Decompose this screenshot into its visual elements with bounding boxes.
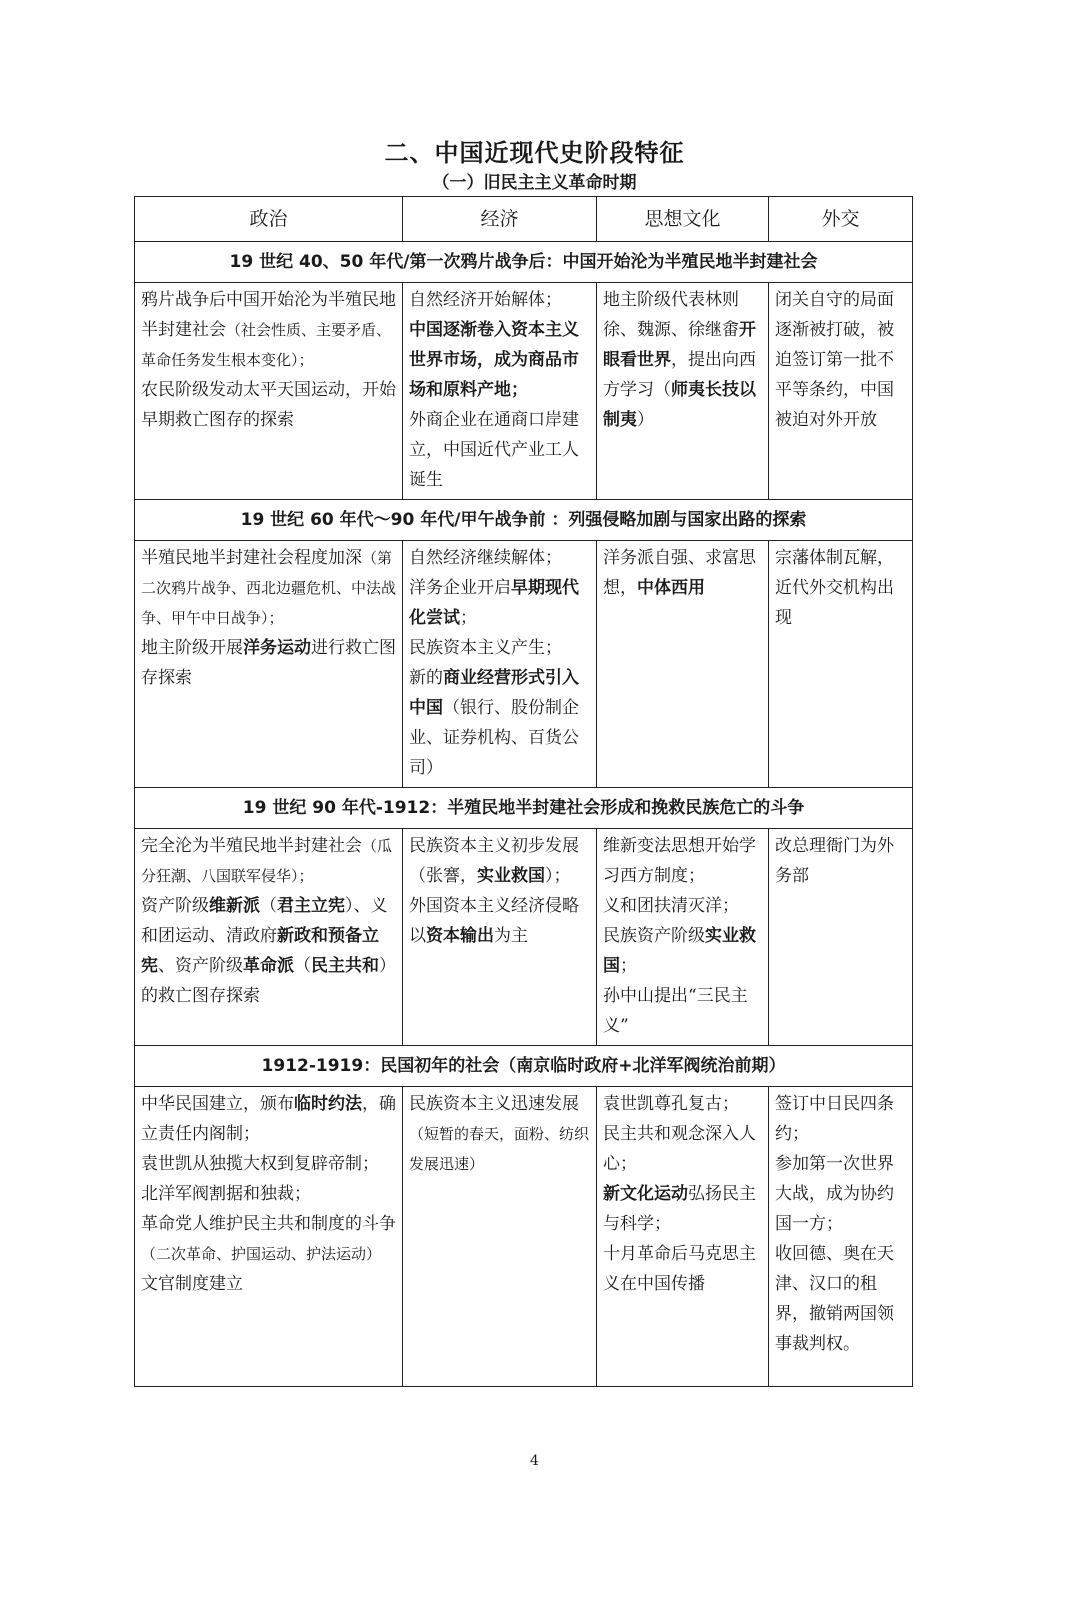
emphasis-text: 开眼看世界 bbox=[603, 320, 756, 370]
emphasis-text: 实业救国 bbox=[603, 926, 756, 976]
history-table bbox=[134, 196, 913, 1387]
cell-text: 宗藩体制瓦解，近代外交机构出现 bbox=[775, 548, 894, 628]
diplomacy-cell bbox=[769, 283, 913, 500]
cell-paragraph bbox=[141, 1269, 396, 1299]
cell-paragraph bbox=[603, 831, 762, 891]
header-diplomacy: 外交 bbox=[769, 197, 913, 242]
cell-text: 文官制度建立 bbox=[141, 1274, 243, 1294]
cell-text: 完全沦为半殖民地半封建社会 bbox=[141, 836, 362, 856]
period-heading-row bbox=[135, 500, 913, 541]
cell-text: （瓜分狂潮、八国联军侵华）； bbox=[141, 837, 393, 885]
cell-text: 收回德、奥在天津、汉口的租界，撤销两国领事裁判权。 bbox=[775, 1244, 894, 1354]
cell-paragraph bbox=[603, 1089, 762, 1119]
cell-text: 十月革命后马克思主义在中国传播 bbox=[603, 1244, 756, 1294]
cell-text: （二次革命、护国运动、护法运动） bbox=[141, 1245, 382, 1263]
emphasis-text: 新政和预备立宪 bbox=[141, 926, 379, 976]
cell-paragraph bbox=[409, 633, 590, 663]
cell-text: 自然经济开始解体； bbox=[409, 290, 562, 310]
cell-paragraph bbox=[775, 1089, 906, 1149]
period-content-row bbox=[135, 1087, 913, 1387]
culture-cell bbox=[597, 541, 769, 788]
cell-paragraph bbox=[141, 1089, 396, 1149]
cell-text: ； bbox=[460, 608, 477, 628]
section-subtitle: （一）旧民主主义革命时期 bbox=[432, 173, 637, 193]
cell-paragraph bbox=[141, 285, 396, 375]
politics-cell bbox=[135, 1087, 403, 1387]
culture-cell bbox=[597, 829, 769, 1046]
period-heading-row bbox=[135, 788, 913, 829]
cell-text: 洋务企业开启 bbox=[409, 578, 511, 598]
cell-text: ，提出向西方学习（ bbox=[603, 350, 756, 400]
header-culture: 思想文化 bbox=[597, 197, 769, 242]
cell-text: 孙中山提出“三民主义” bbox=[603, 986, 748, 1036]
economy-cell bbox=[403, 283, 597, 500]
cell-text: 签订中日民四条约； bbox=[775, 1094, 894, 1144]
cell-paragraph bbox=[409, 573, 590, 633]
politics-cell bbox=[135, 283, 403, 500]
cell-paragraph bbox=[141, 891, 396, 1011]
cell-text: ； bbox=[620, 956, 637, 976]
cell-paragraph bbox=[409, 543, 590, 573]
cell-paragraph bbox=[603, 1179, 762, 1239]
cell-paragraph bbox=[141, 543, 396, 633]
emphasis-text: 实业救国 bbox=[477, 866, 545, 886]
cell-text: ）； bbox=[545, 866, 571, 886]
cell-text: 为主 bbox=[494, 926, 528, 946]
cell-paragraph bbox=[775, 543, 906, 633]
cell-text: 民族资本主义产生； bbox=[409, 638, 562, 658]
cell-paragraph bbox=[409, 285, 590, 315]
cell-text: 民族资本主义初步发展（张謇， bbox=[409, 836, 579, 886]
emphasis-text: 维新派 bbox=[209, 896, 260, 916]
cell-paragraph bbox=[409, 663, 590, 783]
cell-paragraph bbox=[141, 1149, 396, 1179]
cell-text: 民族资产阶级 bbox=[603, 926, 705, 946]
cell-text: ，确立责任内阁制； bbox=[141, 1094, 396, 1144]
cell-text: 义和团扶清灭洋； bbox=[603, 896, 739, 916]
emphasis-text: 临时约法 bbox=[294, 1094, 362, 1114]
cell-paragraph bbox=[409, 831, 590, 891]
cell-text: （短暂的春天，面粉、纺织发展迅速） bbox=[409, 1125, 590, 1173]
emphasis-text: 资本输出 bbox=[426, 926, 494, 946]
period-content-row bbox=[135, 283, 913, 500]
cell-text: 进行救亡图存探索 bbox=[141, 638, 396, 688]
emphasis-text: 中国逐渐卷入资本主义世界市场，成为商品市场和原料产地； bbox=[409, 320, 579, 400]
cell-text: 洋务派自强、求富思想， bbox=[603, 548, 756, 598]
period-heading: 19 世纪 60 年代～90 年代/甲午战争前 ：列强侵略加剧与国家出路的探索 bbox=[135, 500, 913, 541]
cell-text: 资产阶级 bbox=[141, 896, 209, 916]
cell-text: 外国资本主义经济侵略以 bbox=[409, 896, 579, 946]
cell-text: 弘扬民主与科学； bbox=[603, 1184, 756, 1234]
economy-cell bbox=[403, 829, 597, 1046]
emphasis-text: 新文化运动 bbox=[603, 1184, 688, 1204]
emphasis-text: 早期现代化尝试 bbox=[409, 578, 579, 628]
cell-paragraph bbox=[775, 285, 906, 435]
cell-paragraph bbox=[409, 891, 590, 951]
cell-text: 地主阶级代表林则徐、魏源、徐继畬 bbox=[603, 290, 739, 340]
cell-text: 半殖民地半封建社会程度加深 bbox=[141, 548, 362, 568]
cell-text: ） bbox=[637, 410, 654, 430]
cell-text: （第二次鸦片战争、西北边疆危机、中法战争、甲午中日战争）； bbox=[141, 549, 397, 627]
cell-text: 中华民国建立，颁布 bbox=[141, 1094, 294, 1114]
cell-paragraph bbox=[141, 1179, 396, 1209]
header-economy: 经济 bbox=[403, 197, 597, 242]
cell-paragraph bbox=[141, 1209, 396, 1269]
cell-text: （社会性质、主要矛盾、革命任务发生根本变化）； bbox=[141, 321, 392, 369]
cell-text: 民主共和观念深入人心； bbox=[603, 1124, 756, 1174]
period-content-row bbox=[135, 541, 913, 788]
emphasis-text: 中体西用 bbox=[637, 578, 705, 598]
emphasis-text: 师夷长技以制夷 bbox=[603, 380, 756, 430]
cell-text: 参加第一次世界大战，成为协约国一方； bbox=[775, 1154, 894, 1234]
emphasis-text: 商业经营形式引入中国 bbox=[409, 668, 579, 718]
culture-cell bbox=[597, 1087, 769, 1387]
diplomacy-cell bbox=[769, 541, 913, 788]
cell-paragraph bbox=[141, 375, 396, 435]
cell-paragraph bbox=[603, 543, 762, 603]
cell-text: （ bbox=[294, 956, 311, 976]
cell-text: 鸦片战争后中国开始沦为半殖民地半封建社会 bbox=[141, 290, 396, 340]
cell-paragraph bbox=[409, 405, 590, 495]
cell-text: 维新变法思想开始学习西方制度； bbox=[603, 836, 756, 886]
cell-text: 自然经济继续解体； bbox=[409, 548, 562, 568]
period-heading-row bbox=[135, 1046, 913, 1087]
cell-text: （ bbox=[260, 896, 277, 916]
cell-text: （银行、股份制企业、证券机构、百货公司） bbox=[409, 698, 579, 778]
period-heading: 1912-1919：民国初年的社会（南京临时政府+北洋军阀统治前期） bbox=[135, 1046, 913, 1087]
cell-text: ）的救亡图存探索 bbox=[141, 956, 396, 1006]
cell-paragraph bbox=[603, 1239, 762, 1299]
emphasis-text: 君主立宪 bbox=[277, 896, 345, 916]
cell-paragraph bbox=[141, 831, 396, 891]
emphasis-text: 洋务运动 bbox=[243, 638, 311, 658]
cell-text: 袁世凯尊孔复古； bbox=[603, 1094, 739, 1114]
cell-text: 农民阶级发动太平天国运动，开始早期救亡图存的探索 bbox=[141, 380, 396, 430]
emphasis-text: 民主共和 bbox=[311, 956, 379, 976]
cell-paragraph bbox=[141, 633, 396, 693]
economy-cell bbox=[403, 541, 597, 788]
economy-cell bbox=[403, 1087, 597, 1387]
cell-text: 新的 bbox=[409, 668, 443, 688]
page-number: 4 bbox=[530, 1453, 539, 1469]
cell-paragraph bbox=[775, 1239, 906, 1359]
header-politics: 政治 bbox=[135, 197, 403, 242]
cell-text: 闭关自守的局面逐渐被打破，被迫签订第一批不平等条约，中国被迫对外开放 bbox=[775, 290, 894, 430]
cell-text: 外商企业在通商口岸建立，中国近代产业工人诞生 bbox=[409, 410, 579, 490]
table-header-row bbox=[135, 197, 913, 242]
diplomacy-cell bbox=[769, 829, 913, 1046]
cell-paragraph bbox=[603, 285, 762, 435]
politics-cell bbox=[135, 541, 403, 788]
cell-text: 改总理衙门为外务部 bbox=[775, 836, 894, 886]
period-content-row bbox=[135, 829, 913, 1046]
emphasis-text: 革命派 bbox=[243, 956, 294, 976]
cell-paragraph bbox=[603, 1119, 762, 1179]
period-heading: 19 世纪 40、50 年代/第一次鸦片战争后：中国开始沦为半殖民地半封建社会 bbox=[135, 242, 913, 283]
cell-text: 袁世凯从独揽大权到复辟帝制； bbox=[141, 1154, 379, 1174]
cell-paragraph bbox=[775, 1149, 906, 1239]
cell-text: 地主阶级开展 bbox=[141, 638, 243, 658]
cell-text: 北洋军阀割据和独裁； bbox=[141, 1184, 311, 1204]
cell-text: 革命党人维护民主共和制度的斗争 bbox=[141, 1214, 396, 1234]
cell-text: ）、义和团运动、清政府 bbox=[141, 896, 388, 946]
cell-text: 、资产阶级 bbox=[158, 956, 243, 976]
page-title: 二、中国近现代史阶段特征 bbox=[384, 139, 685, 167]
cell-paragraph bbox=[603, 891, 762, 921]
cell-paragraph bbox=[409, 315, 590, 405]
cell-paragraph bbox=[409, 1089, 590, 1179]
diplomacy-cell bbox=[769, 1087, 913, 1387]
politics-cell bbox=[135, 829, 403, 1046]
period-heading: 19 世纪 90 年代-1912：半殖民地半封建社会形成和挽救民族危亡的斗争 bbox=[135, 788, 913, 829]
culture-cell bbox=[597, 283, 769, 500]
cell-paragraph bbox=[603, 921, 762, 981]
cell-paragraph bbox=[603, 981, 762, 1041]
cell-text: 民族资本主义迅速发展 bbox=[409, 1094, 579, 1114]
period-heading-row bbox=[135, 242, 913, 283]
cell-paragraph bbox=[775, 831, 906, 891]
